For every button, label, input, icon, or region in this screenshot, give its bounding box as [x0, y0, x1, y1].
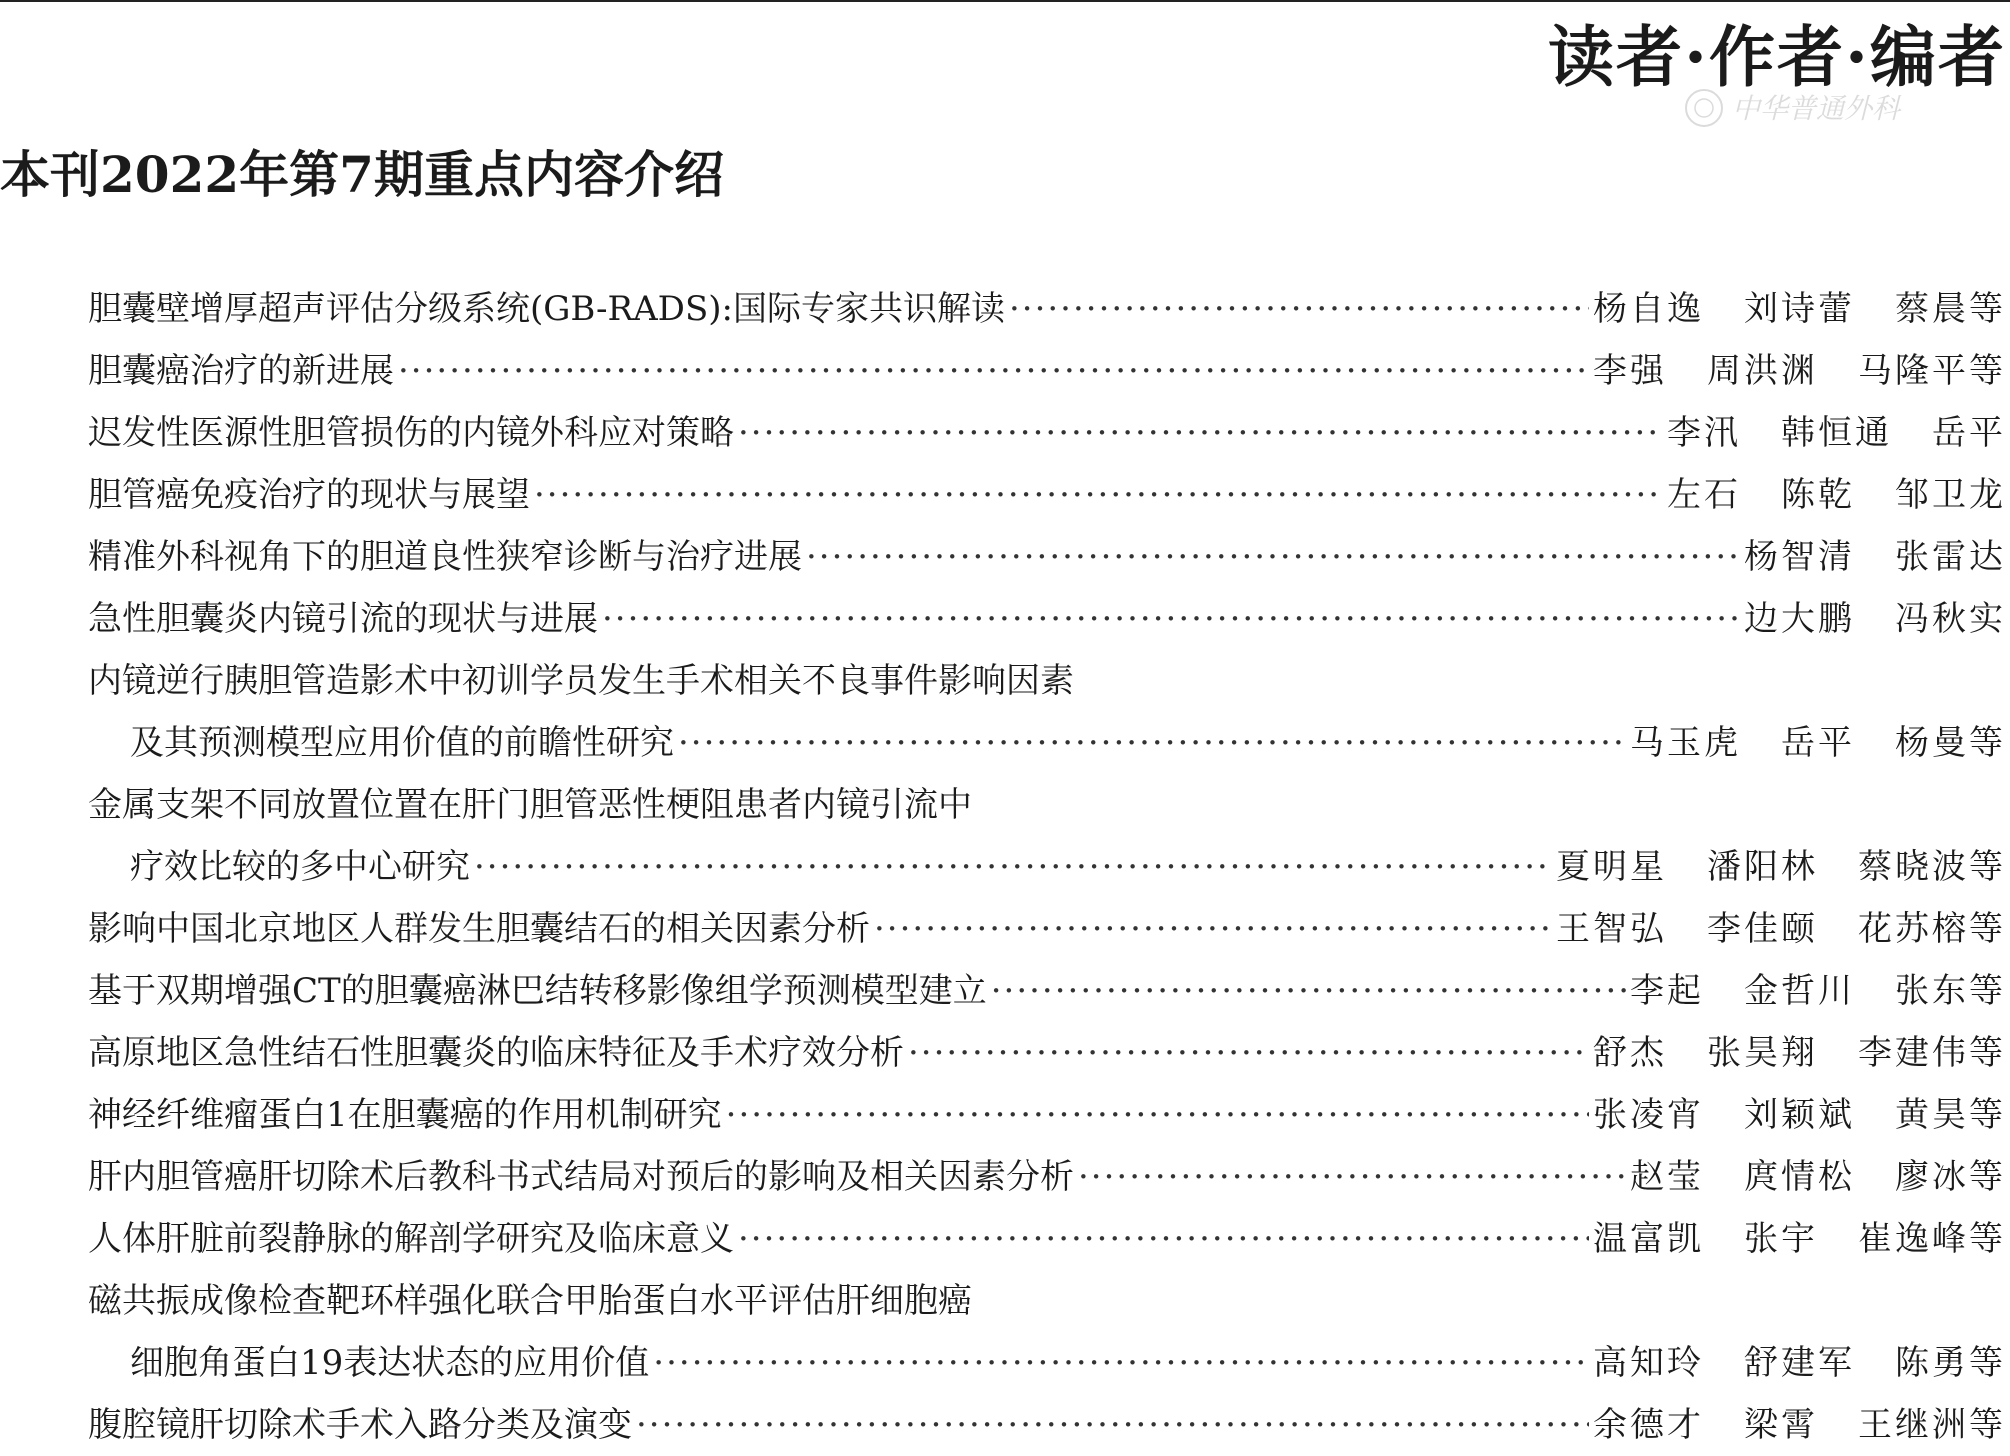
leader-dots: [653, 1332, 1589, 1394]
article-title: 急性胆囊炎内镜引流的现状与进展: [88, 599, 598, 639]
author-name: 马隆平等: [1858, 351, 2006, 391]
article-title-continued: 细胞角蛋白19表达状态的应用价值: [130, 1343, 650, 1383]
toc-entry: [88, 278, 2006, 340]
toc-entry: [88, 588, 2006, 650]
author-name: 陈乾: [1781, 475, 1855, 515]
article-title: 神经纤维瘤蛋白1在胆囊癌的作用机制研究: [88, 1095, 722, 1135]
toc-entry: [88, 774, 2006, 836]
toc-entry-continuation: [88, 712, 2006, 774]
author-name: 金哲川: [1744, 971, 1855, 1011]
author-name: 余德才: [1593, 1405, 1704, 1445]
article-title: 高原地区急性结石性胆囊炎的临床特征及手术疗效分析: [88, 1033, 904, 1073]
article-authors: [1630, 1146, 2006, 1208]
author-name: 张东等: [1895, 971, 2006, 1011]
leader-dots: [1009, 278, 1589, 340]
author-name: 夏明星: [1556, 847, 1667, 887]
watermark-logo: [1682, 84, 1942, 132]
page-title: 本刊2022年第7期重点内容介绍: [0, 145, 724, 204]
article-authors: [1593, 1208, 2006, 1270]
article-authors: [1593, 340, 2006, 402]
article-authors: [1593, 1394, 2006, 1456]
author-name: 舒建军: [1744, 1343, 1855, 1383]
toc-entry: [88, 1084, 2006, 1146]
article-title: 胆囊壁增厚超声评估分级系统(GB-RADS):国际专家共识解读: [88, 289, 1005, 329]
toc-entry-continuation: [88, 836, 2006, 898]
article-authors: [1593, 1084, 2006, 1146]
section-header: 读者·作者·编者: [1548, 18, 2006, 96]
article-title-continued: 疗效比较的多中心研究: [130, 847, 470, 887]
toc-entry: [88, 1022, 2006, 1084]
leader-dots: [738, 1208, 1589, 1270]
article-title-continued: 及其预测模型应用价值的前瞻性研究: [130, 723, 674, 763]
article-authors: [1667, 464, 2006, 526]
author-name: 廖冰等: [1895, 1157, 2006, 1197]
toc-entry: [88, 960, 2006, 1022]
article-authors: [1630, 712, 2006, 774]
leader-dots: [991, 960, 1626, 1022]
author-name: 杨曼等: [1895, 723, 2006, 763]
author-name: 左石: [1667, 475, 1741, 515]
author-name: 韩恒通: [1781, 413, 1892, 453]
article-title: 精准外科视角下的胆道良性狭窄诊断与治疗进展: [88, 537, 802, 577]
leader-dots: [908, 1022, 1589, 1084]
table-of-contents: [88, 278, 2006, 1456]
author-name: 张宇: [1744, 1219, 1818, 1259]
author-name: 邹卫龙: [1895, 475, 2006, 515]
toc-entry: [88, 402, 2006, 464]
author-name: 李汛: [1667, 413, 1741, 453]
article-title: 内镜逆行胰胆管造影术中初训学员发生手术相关不良事件影响因素: [88, 661, 1074, 701]
author-name: 高知玲: [1593, 1343, 1704, 1383]
author-name: 舒杰: [1593, 1033, 1667, 1073]
author-name: 李强: [1593, 351, 1667, 391]
author-name: 刘诗蕾: [1744, 289, 1855, 329]
article-authors: [1556, 836, 2006, 898]
article-title: 人体肝脏前裂静脉的解剖学研究及临床意义: [88, 1219, 734, 1259]
author-name: 岳平: [1932, 413, 2006, 453]
author-name: 王智弘: [1556, 909, 1667, 949]
article-authors: [1593, 1332, 2006, 1394]
article-authors: [1667, 402, 2006, 464]
author-name: 杨自逸: [1593, 289, 1704, 329]
article-title: 影响中国北京地区人群发生胆囊结石的相关因素分析: [88, 909, 870, 949]
author-name: 周洪渊: [1707, 351, 1818, 391]
article-title: 磁共振成像检查靶环样强化联合甲胎蛋白水平评估肝细胞癌: [88, 1281, 972, 1321]
toc-entry: [88, 340, 2006, 402]
author-name: 温富凯: [1593, 1219, 1704, 1259]
leader-dots: [678, 712, 1626, 774]
author-name: 梁霄: [1744, 1405, 1818, 1445]
toc-entry: [88, 1146, 2006, 1208]
article-authors: [1556, 898, 2006, 960]
author-name: 李佳颐: [1707, 909, 1818, 949]
toc-entry: [88, 1270, 2006, 1332]
author-name: 李起: [1630, 971, 1704, 1011]
author-name: 崔逸峰等: [1858, 1219, 2006, 1259]
author-name: 边大鹏: [1744, 599, 1855, 639]
author-name: 冯秋实: [1895, 599, 2006, 639]
article-title: 胆囊癌治疗的新进展: [88, 351, 394, 391]
author-name: 王继洲等: [1858, 1405, 2006, 1445]
author-name: 陈勇等: [1895, 1343, 2006, 1383]
article-authors: [1593, 1022, 2006, 1084]
article-title: 迟发性医源性胆管损伤的内镜外科应对策略: [88, 413, 734, 453]
toc-entry: [88, 526, 2006, 588]
article-title: 金属支架不同放置位置在肝门胆管恶性梗阻患者内镜引流中: [88, 785, 972, 825]
leader-dots: [726, 1084, 1589, 1146]
author-name: 张凌宵: [1593, 1095, 1704, 1135]
article-authors: [1630, 960, 2006, 1022]
leader-dots: [738, 402, 1663, 464]
leader-dots: [534, 464, 1663, 526]
author-name: 张昊翔: [1707, 1033, 1818, 1073]
author-name: 刘颖斌: [1744, 1095, 1855, 1135]
article-authors: [1593, 278, 2006, 340]
author-name: 杨智清: [1744, 537, 1855, 577]
author-name: 庹情松: [1744, 1157, 1855, 1197]
author-name: 李建伟等: [1858, 1033, 2006, 1073]
author-name: 马玉虎: [1630, 723, 1741, 763]
leader-dots: [398, 340, 1589, 402]
author-name: 岳平: [1781, 723, 1855, 763]
toc-entry-continuation: [88, 1332, 2006, 1394]
leader-dots: [806, 526, 1740, 588]
top-rule: [0, 0, 2010, 2]
article-authors: [1744, 526, 2006, 588]
toc-entry: [88, 1394, 2006, 1456]
article-title: 胆管癌免疫治疗的现状与展望: [88, 475, 530, 515]
watermark-text: 中华普通外科: [1732, 92, 1901, 125]
leader-dots: [602, 588, 1740, 650]
leader-dots: [474, 836, 1552, 898]
leader-dots: [1078, 1146, 1626, 1208]
author-name: 黄昊等: [1895, 1095, 2006, 1135]
article-authors: [1744, 588, 2006, 650]
toc-entry: [88, 464, 2006, 526]
toc-entry: [88, 650, 2006, 712]
article-title: 基于双期增强CT的胆囊癌淋巴结转移影像组学预测模型建立: [88, 971, 987, 1011]
author-name: 蔡晓波等: [1858, 847, 2006, 887]
author-name: 蔡晨等: [1895, 289, 2006, 329]
article-title: 肝内胆管癌肝切除术后教科书式结局对预后的影响及相关因素分析: [88, 1157, 1074, 1197]
author-name: 花苏榕等: [1858, 909, 2006, 949]
author-name: 张雷达: [1895, 537, 2006, 577]
article-title: 腹腔镜肝切除术手术入路分类及演变: [88, 1405, 632, 1445]
author-name: 潘阳林: [1707, 847, 1818, 887]
author-name: 赵莹: [1630, 1157, 1704, 1197]
toc-entry: [88, 1208, 2006, 1270]
leader-dots: [874, 898, 1552, 960]
leader-dots: [636, 1394, 1589, 1456]
toc-entry: [88, 898, 2006, 960]
